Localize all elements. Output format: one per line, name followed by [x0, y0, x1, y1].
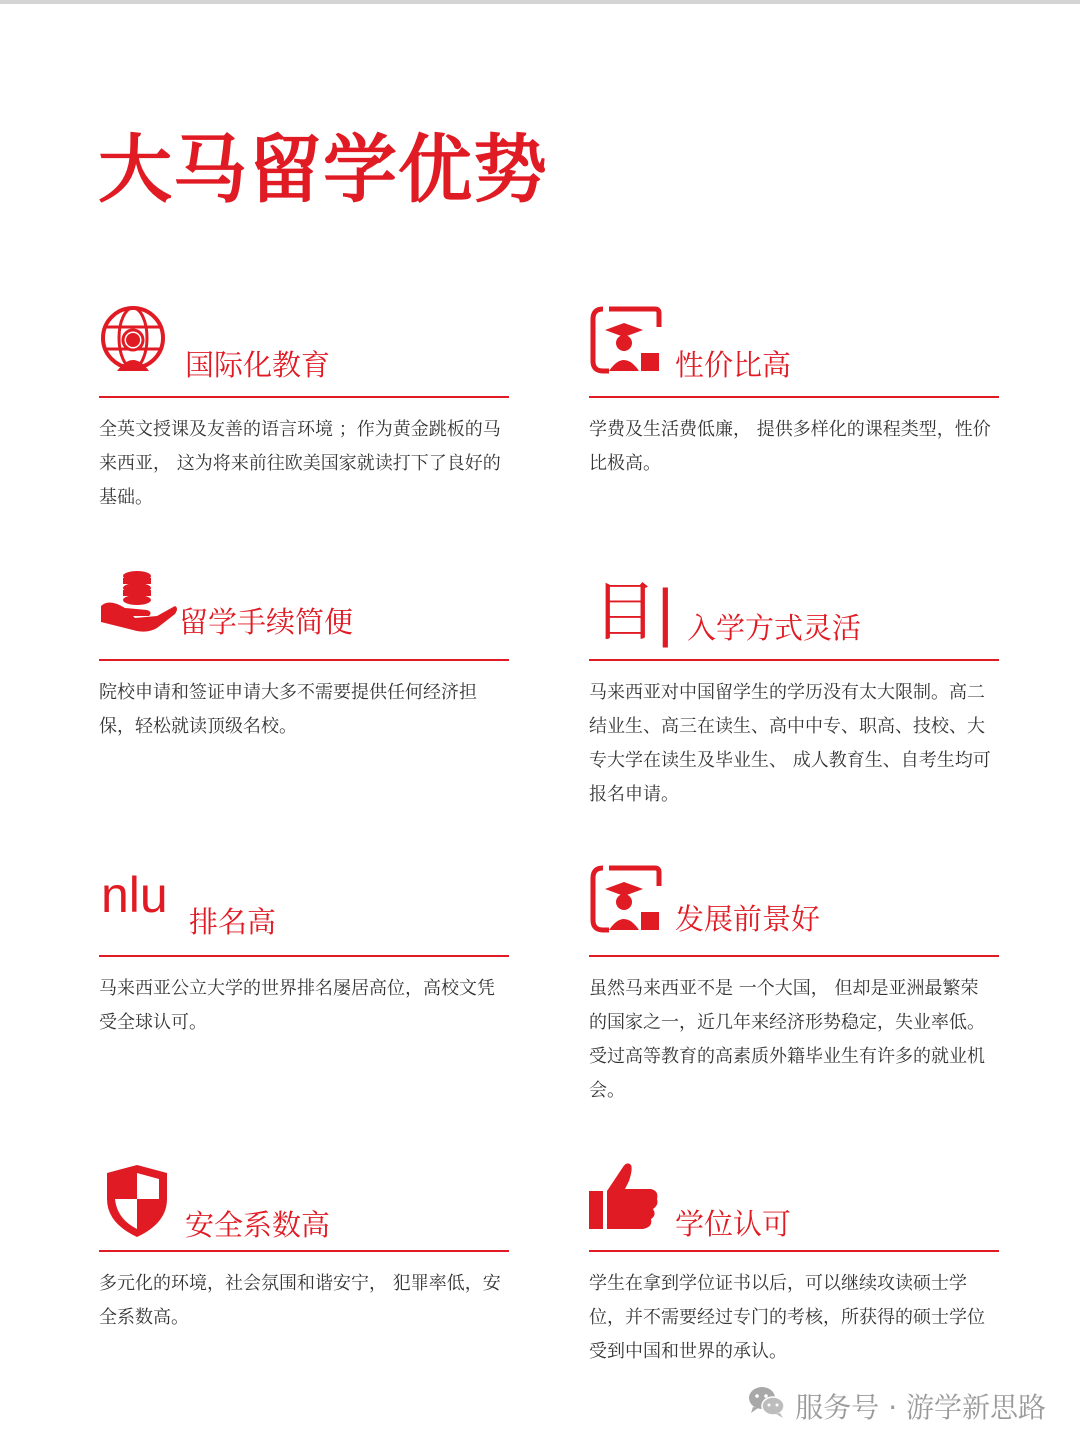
heading-divider [589, 1250, 999, 1252]
card-heading: 国际化教育 [185, 348, 331, 382]
heading-divider [589, 955, 999, 957]
thumbs-up-icon [587, 1161, 661, 1233]
heading-divider [99, 1250, 509, 1252]
card-heading: 入学方式灵活 [687, 611, 862, 645]
card-description: 马来西亚公立大学的世界排名屡居高位，高校文凭受全球认可。 [99, 978, 495, 1033]
heading-divider [99, 955, 509, 957]
graduate-frame-icon [589, 305, 663, 375]
card-heading: 性价比高 [675, 348, 792, 382]
page-title: 大马留学优势 [98, 127, 548, 213]
card-description: 学生在拿到学位证书以后，可以继续攻读硕士学位，并不需要经过专门的考核，所获得的硕士学位受到中国和世界的承认。 [589, 1273, 985, 1362]
card-description: 多元化的环境，社会氛围和谐安宁， 犯罪率低，安全系数高。 [99, 1273, 501, 1328]
card-description: 虽然马来西亚不是 一个大国， 但却是亚洲最繁荣 的国家之一，近几年来经济形势稳定，失业率低。受过高等教育的高素质外籍毕业生有许多的就业机会。 [589, 978, 985, 1101]
card-simple-procedures [99, 568, 509, 748]
card-high-safety [99, 1161, 509, 1341]
card-heading: 学位认可 [675, 1207, 792, 1241]
card-international-education [99, 305, 509, 515]
heading-divider [99, 396, 509, 398]
heading-divider [589, 396, 999, 398]
card-cost-effective [589, 305, 999, 485]
card-heading: 安全系数高 [185, 1208, 331, 1242]
graduate-frame-icon [589, 864, 663, 934]
card-description: 院校申请和签证申请大多不需要提供任何经济担保，轻松就读顶级名校。 [99, 682, 477, 737]
card-high-ranking [99, 864, 509, 1044]
hand-coins-icon [99, 568, 179, 634]
card-flexible-admission [589, 568, 999, 818]
wechat-icon [747, 1385, 787, 1426]
watermark-text: 服务号 · 游学新思路 [795, 1390, 1046, 1424]
card-heading: 排名高 [189, 905, 277, 939]
card-description: 马来西亚对中国留学生的学历没有太大限制。高二结业生、高三在读生、高中中专、职高、技校、大专大学在读生及毕业生、 成人教育生、自考生均可报名申请。 [589, 682, 991, 805]
heading-divider [99, 659, 509, 661]
document-bars-icon: 目| [593, 576, 674, 648]
ranking-icon: nlu [101, 867, 168, 923]
globe-person-icon [99, 305, 169, 375]
watermark [747, 1385, 1046, 1426]
card-degree-recognition [589, 1161, 999, 1371]
card-description: 学费及生活费低廉， 提供多样化的课程类型，性价比极高。 [589, 419, 991, 474]
card-heading: 留学手续简便 [179, 605, 354, 639]
shield-icon [103, 1163, 171, 1239]
top-divider [0, 0, 1080, 4]
card-good-prospects [589, 864, 999, 1114]
card-description: 全英文授课及友善的语言环境 ；作为黄金跳板的马来西亚， 这为将来前往欧美国家就读打下了良好的基础。 [99, 419, 501, 508]
heading-divider [589, 659, 999, 661]
card-heading: 发展前景好 [675, 902, 821, 936]
